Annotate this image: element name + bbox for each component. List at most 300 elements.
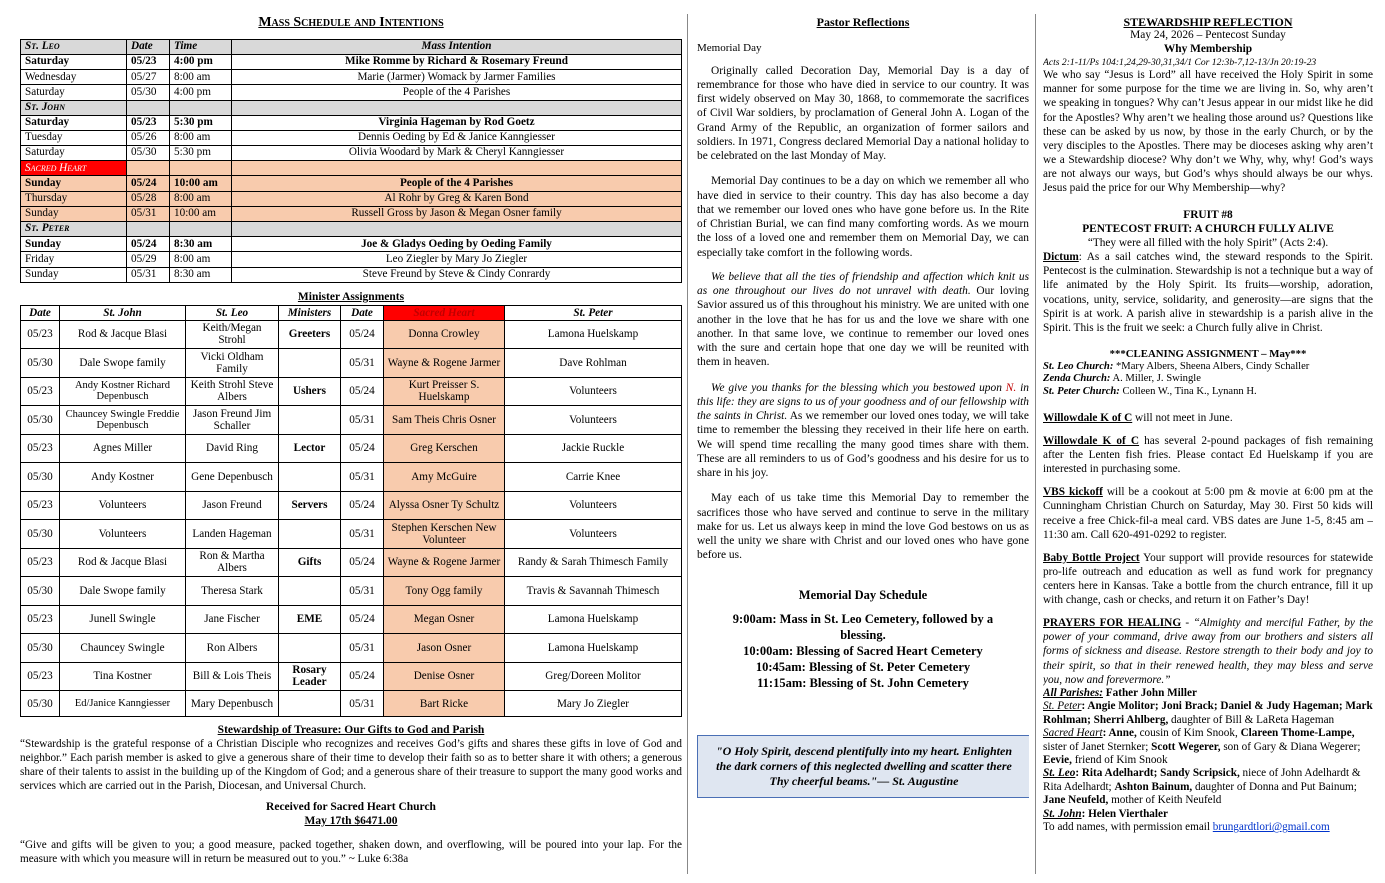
minister-cell: Jason Freund Jim Schaller bbox=[186, 406, 279, 435]
minister-cell: Ushers bbox=[279, 377, 341, 406]
middle-column bbox=[697, 0, 1029, 883]
minister-cell: Gifts bbox=[279, 548, 341, 577]
mass-header-cell: Time bbox=[170, 39, 232, 54]
mass-cell-day: Sunday bbox=[21, 206, 127, 221]
mass-cell-intention: Steve Freund by Steve & Cindy Conrardy bbox=[232, 267, 682, 282]
minister-cell: Landen Hageman bbox=[186, 520, 279, 549]
mass-cell-day: Thursday bbox=[21, 191, 127, 206]
st-leo-rest-3: mother of Keith Neufeld bbox=[1108, 794, 1222, 807]
add-names-text: To add names, with permission email bbox=[1043, 821, 1213, 834]
healing-st-leo bbox=[1043, 767, 1373, 807]
cleaning-church: St. Leo Church: bbox=[1043, 360, 1114, 372]
minister-row bbox=[21, 577, 682, 606]
minister-cell bbox=[279, 406, 341, 435]
mass-cell-date: 05/23 bbox=[127, 54, 170, 69]
minister-cell: Jane Fischer bbox=[186, 605, 279, 634]
minister-cell: Jason Freund bbox=[186, 491, 279, 520]
mass-cell-time: 5:30 pm bbox=[170, 146, 232, 161]
ministers-header-cell: St. Peter bbox=[505, 305, 682, 320]
minister-cell: Andy Kostner bbox=[60, 463, 186, 492]
add-names-line bbox=[1043, 821, 1373, 834]
minister-row bbox=[21, 434, 682, 463]
cleaning-names: Colleen W., Tina K., Lynann H. bbox=[1119, 386, 1257, 398]
st-leo-label: St. Leo bbox=[1043, 767, 1076, 780]
st-peter-bold: : Angie Molitor; Joni Brack; Daniel & Judy Hageman; Mark Rohlman; Sherri Ahlberg, bbox=[1043, 700, 1373, 726]
cleaning-title: ***CLEANING ASSIGNMENT – May*** bbox=[1109, 347, 1307, 360]
st-leo-rest-2: daughter of Donna and Put Bainum; bbox=[1192, 780, 1357, 793]
mass-cell-time: 10:00 am bbox=[170, 176, 232, 191]
mass-cell-date: 05/24 bbox=[127, 237, 170, 252]
ministers-header-row bbox=[21, 305, 682, 320]
minister-cell: Jackie Ruckle bbox=[505, 434, 682, 463]
parish-name: St. Peter bbox=[21, 222, 127, 237]
minister-cell: David Ring bbox=[186, 434, 279, 463]
minister-cell: EME bbox=[279, 605, 341, 634]
parish-header-row bbox=[21, 100, 682, 115]
minister-row bbox=[21, 691, 682, 717]
minister-cell: Sam Theis Chris Osner bbox=[384, 406, 505, 435]
mass-cell-time: 8:30 am bbox=[170, 237, 232, 252]
minister-cell: Stephen Kerschen New Volunteer bbox=[384, 520, 505, 549]
stewardship-body: We who say “Jesus is Lord” all have received the Holy Spirit in some manner for some purpose for the time we are living in. So, why aren’t we speaking in tongues? Why can’t Jesus appear in our midst like he did for the Apostles? Why aren’t we healing those around us? Questions like these can be asked by us now, by those in the early Church, or by the very disciples to the Apostles. There may be dioceses asking why aren’t we a Stewardship diocese? Why don’t we Why, why, why! God’s ways are not always our ways, but God’s whys should always be our whys. Jesus paid the price for our Why Membership—why? bbox=[1043, 69, 1373, 195]
kofc-text-2: has several 2-pound packages of fish remaining after the Lenten fish fries. Please contact Ed Huelskamp if you are interested in purchasing some. bbox=[1043, 435, 1373, 476]
mass-cell-day: Tuesday bbox=[21, 130, 127, 145]
healing-sacred-heart bbox=[1043, 727, 1373, 767]
minister-cell: 05/24 bbox=[341, 434, 384, 463]
mass-cell-date: 05/23 bbox=[127, 115, 170, 130]
minister-cell: Lamona Huelskamp bbox=[505, 320, 682, 349]
mass-cell-intention: People of the 4 Parishes bbox=[232, 85, 682, 100]
minister-cell: Gene Depenbusch bbox=[186, 463, 279, 492]
parish-name: St. John bbox=[21, 100, 127, 115]
treasure-title: Stewardship of Treasure: Our Gifts to God and Parish bbox=[217, 724, 485, 737]
pastor-para-3-rest: Our loving Savior assured us of this throughout his ministry. We are united with one another in the love that he has for us and the love we share with one another. In that same love, we continue to remember our loved ones with the sure and certain hope that one day we will be reunited with them in heaven. bbox=[697, 285, 1029, 369]
pastor-para-2: Memorial Day continues to be a day on which we remember all who have died in service to their country. This day has also become a day that we remember our loved ones who have gone before us. In the Rite of Christian Burial, we can find many comforting words. As we mourn the loss of a loved one and remember them on Memorial Day, we can especially take comfort in the following words. bbox=[697, 175, 1029, 259]
readings: Acts 2:1-11/Ps 104:1,24,29-30,31,34/1 Cor 12:3b-7,12-13/Jn 20:19-23 bbox=[1043, 56, 1317, 68]
sacred-heart-rest-2: sister of Janet Sternker; bbox=[1043, 740, 1152, 753]
pastor-para-1: Originally called Decoration Day, Memorial Day is a day of remembrance for those who have died in service to our country. It was first widely observed on May 30, 1868, to commemorate the sacrifices of Civil War soldiers, by proclamation of General John A. Logan of the Grand Army of the Republic, an organization of former sailors and soldiers. In 1971, Congress declared Memorial Day a national holiday to be celebrated on the last Monday of May. bbox=[697, 64, 1029, 163]
minister-row bbox=[21, 491, 682, 520]
minister-cell: Dale Swope family bbox=[60, 577, 186, 606]
minister-cell: Chauncey Swingle bbox=[60, 634, 186, 663]
minister-assignments-table bbox=[20, 305, 682, 718]
holy-spirit-quote-box: "O Holy Spirit, descend plentifully into my heart. Enlighten the dark corners of this neglected dwelling and scatter there Thy cheerful beams."— St. Augustine bbox=[697, 735, 1029, 798]
mass-cell-intention: Marie (Jarmer) Womack by Jarmer Families bbox=[232, 70, 682, 85]
minister-row bbox=[21, 377, 682, 406]
minister-cell: Junell Swingle bbox=[60, 605, 186, 634]
pastor-para-3 bbox=[697, 270, 1029, 370]
mass-cell-day: Sunday bbox=[21, 267, 127, 282]
memorial-schedule-item: 10:45am: Blessing of St. Peter Cemetery bbox=[755, 659, 971, 674]
minister-cell: Ron & Martha Albers bbox=[186, 548, 279, 577]
mass-cell-intention: Virginia Hageman by Rod Goetz bbox=[232, 115, 682, 130]
mass-cell-intention: Mike Romme by Richard & Rosemary Freund bbox=[232, 54, 682, 69]
prayers-text: - “Almighty and merciful Father, by the power of your command, drive away from our brothers and sisters all forms of sickness and disease. Restore strength to their body and joy to their spirit, so that in their renewed health, they may bless and serve you, now and forevermore.” bbox=[1043, 617, 1373, 686]
minister-cell: 05/23 bbox=[21, 548, 60, 577]
mass-row bbox=[21, 146, 682, 161]
right-column bbox=[1043, 0, 1373, 883]
email-link[interactable]: brungardtlori@gmail.com bbox=[1212, 821, 1330, 834]
stewardship-reflection-title: STEWARDSHIP REFLECTION bbox=[1123, 15, 1293, 29]
minister-cell: Lamona Huelskamp bbox=[505, 605, 682, 634]
parish-header-blank bbox=[127, 161, 170, 176]
minister-cell: Rosary Leader bbox=[279, 662, 341, 691]
mass-cell-date: 05/30 bbox=[127, 85, 170, 100]
kofc-text-1: will not meet in June. bbox=[1132, 411, 1233, 424]
minister-cell: Tony Ogg family bbox=[384, 577, 505, 606]
fruit-quote: “They were all filled with the holy Spirit” (Acts 2:4). bbox=[1087, 236, 1329, 249]
vbs-label: VBS kickoff bbox=[1043, 486, 1103, 499]
mass-cell-intention: Joe & Gladys Oeding by Oeding Family bbox=[232, 237, 682, 252]
mass-header-cell: Mass Intention bbox=[232, 39, 682, 54]
mass-header-cell: Date bbox=[127, 39, 170, 54]
parish-header-blank bbox=[232, 161, 682, 176]
minister-cell bbox=[279, 520, 341, 549]
sacred-heart-bold-4: Eevie, bbox=[1043, 753, 1072, 766]
minister-cell: 05/23 bbox=[21, 662, 60, 691]
minister-cell: 05/23 bbox=[21, 320, 60, 349]
baby-bottle-label: Baby Bottle Project bbox=[1043, 551, 1140, 564]
ministers-header-cell: Date bbox=[21, 305, 60, 320]
vbs-notice bbox=[1043, 485, 1373, 541]
minister-cell: Tina Kostner bbox=[60, 662, 186, 691]
dictum-label: Dictum bbox=[1043, 251, 1079, 264]
mass-row bbox=[21, 130, 682, 145]
sacred-heart-bold-3: Scott Wegerer, bbox=[1151, 740, 1221, 753]
minister-cell: Vicki Oldham Family bbox=[186, 349, 279, 378]
minister-row bbox=[21, 520, 682, 549]
minister-row bbox=[21, 406, 682, 435]
mass-cell-time: 10:00 am bbox=[170, 206, 232, 221]
mass-cell-date: 05/29 bbox=[127, 252, 170, 267]
minister-cell: 05/23 bbox=[21, 434, 60, 463]
mass-cell-time: 4:00 pm bbox=[170, 85, 232, 100]
mass-row bbox=[21, 70, 682, 85]
minister-cell: Bill & Lois Theis bbox=[186, 662, 279, 691]
minister-cell: 05/30 bbox=[21, 577, 60, 606]
mass-schedule-title: Mass Schedule and Intentions bbox=[258, 15, 444, 30]
minister-cell: 05/31 bbox=[341, 349, 384, 378]
mass-cell-time: 8:30 am bbox=[170, 267, 232, 282]
pastor-reflections-title: Pastor Reflections bbox=[816, 15, 910, 29]
sacred-heart-rest-4: friend of Kim Snook bbox=[1071, 753, 1168, 766]
minister-cell: Keith/Megan Strohl bbox=[186, 320, 279, 349]
parish-header-blank bbox=[232, 100, 682, 115]
parish-header-row bbox=[21, 161, 682, 176]
received-amount: May 17th $6471.00 bbox=[304, 815, 398, 828]
mass-row bbox=[21, 115, 682, 130]
healing-all-parishes bbox=[1043, 687, 1373, 700]
mass-cell-date: 05/28 bbox=[127, 191, 170, 206]
minister-cell: Volunteers bbox=[60, 520, 186, 549]
minister-cell: Agnes Miller bbox=[60, 434, 186, 463]
healing-st-peter bbox=[1043, 700, 1373, 727]
kofc-label-1: Willowdale K of C bbox=[1043, 411, 1133, 424]
minister-cell: Wayne & Rogene Jarmer bbox=[384, 548, 505, 577]
parish-header-blank bbox=[170, 161, 232, 176]
mass-cell-day: Saturday bbox=[21, 85, 127, 100]
parish-name: Sacred Heart bbox=[21, 161, 127, 176]
minister-cell: Donna Crowley bbox=[384, 320, 505, 349]
minister-cell bbox=[279, 691, 341, 717]
minister-row bbox=[21, 320, 682, 349]
mass-header-row bbox=[21, 39, 682, 54]
minister-cell: 05/24 bbox=[341, 377, 384, 406]
ministers-header-cell: Date bbox=[341, 305, 384, 320]
minister-cell: 05/30 bbox=[21, 634, 60, 663]
ministers-header-cell: Sacred Heart bbox=[384, 305, 505, 320]
minister-cell: Kurt Preisser S. Huelskamp bbox=[384, 377, 505, 406]
received-title: Received for Sacred Heart Church bbox=[266, 801, 436, 814]
parish-header-blank bbox=[127, 100, 170, 115]
minister-cell: Volunteers bbox=[505, 520, 682, 549]
minister-cell bbox=[279, 349, 341, 378]
minister-cell: Keith Strohl Steve Albers bbox=[186, 377, 279, 406]
cleaning-names: *Mary Albers, Sheena Albers, Cindy Schaller bbox=[1113, 360, 1310, 372]
minister-cell: Greg/Doreen Molitor bbox=[505, 662, 682, 691]
minister-cell: Rod & Jacque Blasi bbox=[60, 320, 186, 349]
minister-cell: Carrie Knee bbox=[505, 463, 682, 492]
minister-cell: 05/30 bbox=[21, 520, 60, 549]
st-john-text: : Helen Vierthaler bbox=[1081, 807, 1168, 820]
st-leo-bold: : Rita Adelhardt; Sandy Scripsick, bbox=[1075, 767, 1240, 780]
mass-cell-intention: Olivia Woodard by Mark & Cheryl Kanngiesser bbox=[232, 146, 682, 161]
mass-cell-intention: Al Rohr by Greg & Karen Bond bbox=[232, 191, 682, 206]
mass-row bbox=[21, 191, 682, 206]
pastor-para-4-n: N. bbox=[1005, 381, 1017, 394]
minister-cell: Randy & Sarah Thimesch Family bbox=[505, 548, 682, 577]
fruit-title: FRUIT #8 bbox=[1183, 209, 1233, 222]
minister-cell: 05/30 bbox=[21, 349, 60, 378]
parish-header-blank bbox=[170, 100, 232, 115]
minister-cell: Volunteers bbox=[60, 491, 186, 520]
mass-row bbox=[21, 252, 682, 267]
mass-cell-intention: People of the 4 Parishes bbox=[232, 176, 682, 191]
minister-cell: Mary Depenbusch bbox=[186, 691, 279, 717]
minister-cell: Volunteers bbox=[505, 406, 682, 435]
minister-cell bbox=[279, 577, 341, 606]
kofc-notice-1 bbox=[1043, 411, 1373, 425]
minister-cell: 05/24 bbox=[341, 320, 384, 349]
minister-cell: 05/23 bbox=[21, 605, 60, 634]
cleaning-item bbox=[1043, 361, 1373, 374]
minister-cell: Bart Ricke bbox=[384, 691, 505, 717]
kofc-label-2: Willowdale K of C bbox=[1043, 435, 1140, 447]
st-leo-bold-2: Ashton Bainum, bbox=[1114, 780, 1193, 793]
mass-row bbox=[21, 267, 682, 282]
luke-quote: “Give and gifts will be given to you; a good measure, packed together, shaken down, and overflowing, will be poured into your lap. For the measure with which you measure will in return be measured out to you.” ~ Luke 6:38a bbox=[20, 839, 682, 866]
minister-cell: Travis & Savannah Thimesch bbox=[505, 577, 682, 606]
minister-cell: Amy McGuire bbox=[384, 463, 505, 492]
mass-cell-time: 5:30 pm bbox=[170, 115, 232, 130]
sacred-heart-bold: : Anne, bbox=[1102, 727, 1137, 740]
mass-cell-date: 05/30 bbox=[127, 146, 170, 161]
cleaning-list bbox=[1043, 361, 1373, 399]
memorial-schedule-list bbox=[697, 611, 1029, 691]
mass-cell-day: Saturday bbox=[21, 146, 127, 161]
fruit-subtitle: PENTECOST FRUIT: A CHURCH FULLY ALIVE bbox=[1082, 222, 1334, 235]
minister-row bbox=[21, 605, 682, 634]
treasure-body: “Stewardship is the grateful response of a Christian Disciple who recognizes and receives God’s gifts and shares these gifts in love of God and neighbor.” Each parish member is asked to give a generous share of their time to develop their faith so as to better share it with others; a generous share of their talents to assist in the building up of the Kingdom of God; and a generous share of their treasure to support the many good works and services which are carried out in the Parish, Diocesan, and Universal Church. bbox=[20, 737, 682, 792]
minister-cell: Rod & Jacque Blasi bbox=[60, 548, 186, 577]
left-column bbox=[20, 0, 682, 883]
sacred-heart-rest-3: son of Gary & Diana Wegerer; bbox=[1220, 740, 1361, 753]
mass-cell-time: 8:00 am bbox=[170, 252, 232, 267]
mass-row bbox=[21, 237, 682, 252]
mass-cell-date: 05/24 bbox=[127, 176, 170, 191]
mass-row bbox=[21, 176, 682, 191]
pastor-para-4-b: in this life: they are signs to us of your goodness and of our fellowship with the saints in Christ. bbox=[697, 381, 1029, 423]
dictum-text: : As a sail catches wind, the steward responds to the Spirit. Pentecost is the culmination. Stewardship is not a technique but a way of life animated by the Holy Spirit. Its fruits—worship, adoration, vocations, unity, service, solidarity, and generosity—are signs that the Spirit is at work. A parish alive in stewardship is a parish alive in the Spirit. This is the fruit we seek: a Church fully alive in Christ. bbox=[1043, 251, 1373, 334]
minister-cell: Denise Osner bbox=[384, 662, 505, 691]
ministers-header-cell: Ministers bbox=[279, 305, 341, 320]
mass-cell-day: Friday bbox=[21, 252, 127, 267]
ministers-header-cell: St. John bbox=[60, 305, 186, 320]
pentecost-date: May 24, 2026 – Pentecost Sunday bbox=[1130, 29, 1286, 42]
cleaning-church: St. Peter Church: bbox=[1043, 386, 1120, 398]
memorial-schedule-item: 10:00am: Blessing of Sacred Heart Cemetery bbox=[743, 643, 983, 658]
minister-cell: Andy Kostner Richard Depenbusch bbox=[60, 377, 186, 406]
st-leo-rest: niece of John Adelhardt & Rita Adelhardt; bbox=[1043, 767, 1361, 793]
sacred-heart-label: Sacred Heart bbox=[1043, 727, 1103, 740]
minister-cell bbox=[279, 463, 341, 492]
minister-cell: Dale Swope family bbox=[60, 349, 186, 378]
kofc-notice-2 bbox=[1043, 434, 1373, 476]
parish-header-blank bbox=[170, 222, 232, 237]
mass-cell-intention: Dennis Oeding by Ed & Janice Kanngiesser bbox=[232, 130, 682, 145]
mass-cell-intention: Russell Gross by Jason & Megan Osner family bbox=[232, 206, 682, 221]
minister-cell: Greg Kerschen bbox=[384, 434, 505, 463]
ministers-header-cell: St. Leo bbox=[186, 305, 279, 320]
minister-cell: 05/31 bbox=[341, 577, 384, 606]
minister-cell: 05/31 bbox=[341, 406, 384, 435]
minister-cell: 05/31 bbox=[341, 691, 384, 717]
mass-row bbox=[21, 85, 682, 100]
why-membership-subtitle: Why Membership bbox=[1163, 43, 1253, 56]
st-peter-label: St. Peter bbox=[1043, 700, 1082, 713]
mass-cell-day: Sunday bbox=[21, 237, 127, 252]
minister-cell: Theresa Stark bbox=[186, 577, 279, 606]
mass-cell-day: Saturday bbox=[21, 54, 127, 69]
mass-schedule-table bbox=[20, 39, 682, 283]
st-john-label: St. John bbox=[1043, 807, 1082, 820]
minister-cell: 05/31 bbox=[341, 520, 384, 549]
mass-cell-time: 8:00 am bbox=[170, 70, 232, 85]
baby-bottle-text: Your support will provide resources for statewide pro-life outreach and education as well as fund work for pregnancy centers here in Kansas. Take a bottle from the church entrance, fill it up with change, cash or checks, and return it on Father’s Day! bbox=[1043, 551, 1373, 607]
minister-cell: Lector bbox=[279, 434, 341, 463]
all-parishes-label: All Parishes: bbox=[1043, 686, 1103, 699]
minister-cell: Greeters bbox=[279, 320, 341, 349]
minister-cell: Dave Rohlman bbox=[505, 349, 682, 378]
memorial-day-subtitle: Memorial Day bbox=[697, 42, 762, 55]
mass-cell-date: 05/26 bbox=[127, 130, 170, 145]
mass-cell-date: 05/27 bbox=[127, 70, 170, 85]
prayers-label: PRAYERS FOR HEALING bbox=[1043, 617, 1182, 630]
memorial-schedule-title: Memorial Day Schedule bbox=[798, 587, 928, 602]
vbs-text: will be a cookout at 5:00 pm & movie at 6:00 pm at the Cunningham Christian Church on Saturday, May 30. First 50 kids will receive a free Chick-fil-a meal card. VBS dates are June 1-5, 8:45 am – 11:30 am. Call 620-491-0292 to register. bbox=[1043, 486, 1373, 541]
mass-row bbox=[21, 54, 682, 69]
minister-row bbox=[21, 349, 682, 378]
pastor-para-3-italic: We believe that all the ties of friendship and affection which knit us as one throughout our lives do not unravel with death. bbox=[697, 270, 1029, 298]
cleaning-church: Zenda Church: bbox=[1043, 373, 1111, 385]
minister-cell: 05/24 bbox=[341, 605, 384, 634]
minister-cell: Volunteers bbox=[505, 491, 682, 520]
minister-row bbox=[21, 662, 682, 691]
mass-cell-time: 8:00 am bbox=[170, 191, 232, 206]
memorial-schedule-item: 11:15am: Blessing of St. John Cemetery bbox=[757, 675, 969, 690]
st-peter-rest: daughter of Bill & LaReta Hageman bbox=[1168, 713, 1335, 726]
parish-header-blank bbox=[232, 222, 682, 237]
minister-cell bbox=[279, 634, 341, 663]
minister-assignments-title: Minister Assignments bbox=[297, 290, 405, 303]
all-parishes-text: Father John Miller bbox=[1103, 686, 1197, 699]
minister-cell: 05/24 bbox=[341, 662, 384, 691]
cleaning-item bbox=[1043, 373, 1373, 386]
mass-cell-time: 8:00 am bbox=[170, 130, 232, 145]
minister-cell: 05/30 bbox=[21, 691, 60, 717]
baby-bottle-notice bbox=[1043, 551, 1373, 607]
cleaning-item bbox=[1043, 386, 1373, 399]
sacred-heart-bold-2: Clareen Thome-Lampe, bbox=[1240, 727, 1355, 740]
minister-cell: 05/24 bbox=[341, 548, 384, 577]
mass-cell-day: Wednesday bbox=[21, 70, 127, 85]
minister-cell: Mary Jo Ziegler bbox=[505, 691, 682, 717]
dictum-paragraph bbox=[1043, 250, 1373, 335]
minister-cell: Servers bbox=[279, 491, 341, 520]
minister-cell: 05/24 bbox=[341, 491, 384, 520]
minister-cell: Jason Osner bbox=[384, 634, 505, 663]
minister-cell: Ron Albers bbox=[186, 634, 279, 663]
cleaning-names: A. Miller, J. Swingle bbox=[1110, 373, 1201, 385]
minister-row bbox=[21, 548, 682, 577]
mass-cell-day: Sunday bbox=[21, 176, 127, 191]
prayers-for-healing bbox=[1043, 616, 1373, 687]
parish-header-blank bbox=[127, 222, 170, 237]
minister-cell: 05/31 bbox=[341, 634, 384, 663]
minister-cell: Ed/Janice Kanngiesser bbox=[60, 691, 186, 717]
minister-cell: Lamona Huelskamp bbox=[505, 634, 682, 663]
minister-cell: Wayne & Rogene Jarmer bbox=[384, 349, 505, 378]
minister-cell: 05/23 bbox=[21, 377, 60, 406]
minister-cell: Chauncey Swingle Freddie Depenbusch bbox=[60, 406, 186, 435]
mass-cell-time: 4:00 pm bbox=[170, 54, 232, 69]
mass-cell-date: 05/31 bbox=[127, 206, 170, 221]
minister-cell: 05/31 bbox=[341, 463, 384, 492]
pastor-para-4-a: We give you thanks for the blessing which you bestowed upon bbox=[711, 381, 1006, 394]
memorial-schedule-item: 9:00am: Mass in St. Leo Cemetery, followed by a blessing. bbox=[732, 611, 994, 642]
healing-list bbox=[1043, 687, 1373, 835]
minister-cell: 05/30 bbox=[21, 406, 60, 435]
mass-header-cell: St. Leo bbox=[21, 39, 127, 54]
minister-cell: Volunteers bbox=[505, 377, 682, 406]
healing-st-john bbox=[1043, 808, 1373, 821]
sacred-heart-rest: cousin of Kim Snook, bbox=[1136, 727, 1241, 740]
mass-cell-intention: Leo Ziegler by Mary Jo Ziegler bbox=[232, 252, 682, 267]
minister-cell: 05/30 bbox=[21, 463, 60, 492]
pastor-para-4 bbox=[697, 381, 1029, 481]
mass-cell-date: 05/31 bbox=[127, 267, 170, 282]
mass-row bbox=[21, 206, 682, 221]
pastor-para-5: May each of us take time this Memorial Day to remember the sacrifices those who have served and continue to serve in the military make for us. Let us always keep in mind the love God bestows on us as well the unity we share with Christ and our loved ones who have gone before us. bbox=[697, 492, 1029, 562]
minister-cell: Alyssa Osner Ty Schultz bbox=[384, 491, 505, 520]
minister-row bbox=[21, 463, 682, 492]
minister-row bbox=[21, 634, 682, 663]
minister-cell: 05/23 bbox=[21, 491, 60, 520]
parish-header-row bbox=[21, 222, 682, 237]
st-leo-bold-3: Jane Neufeld, bbox=[1043, 794, 1109, 807]
minister-cell: Megan Osner bbox=[384, 605, 505, 634]
mass-cell-day: Saturday bbox=[21, 115, 127, 130]
